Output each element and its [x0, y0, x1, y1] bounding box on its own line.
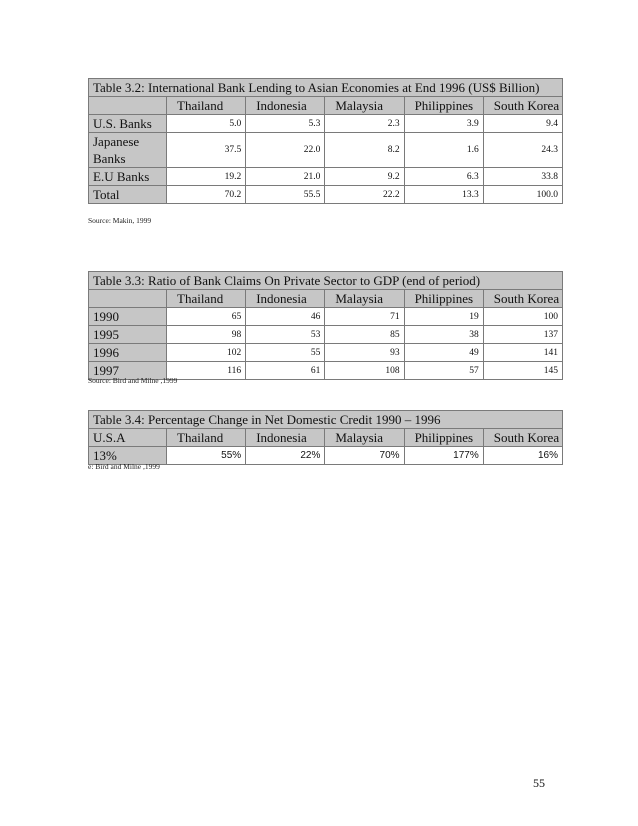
cell-value: 24.3	[483, 133, 562, 168]
row-label: U.S. Banks	[89, 115, 167, 133]
cell-value: 3.9	[404, 115, 483, 133]
row-label: 1997	[89, 362, 167, 380]
cell-value: 116	[167, 362, 246, 380]
row-label-line-1: Japanese	[93, 134, 140, 149]
col-header-thailand: Thailand	[167, 97, 246, 115]
table-3-2	[88, 78, 563, 204]
row-label: 1990	[89, 308, 167, 326]
cell-value: 2.3	[325, 115, 404, 133]
table-row	[89, 186, 563, 204]
col-header-thailand: Thailand	[167, 429, 246, 447]
cell-value: 108	[325, 362, 404, 380]
cell-value: 9.4	[483, 115, 562, 133]
table-source: Source: Makin, 1999	[88, 216, 152, 225]
table-row	[89, 344, 563, 362]
col-header-malaysia: Malaysia	[325, 97, 404, 115]
cell-value: 22.2	[325, 186, 404, 204]
table-row	[89, 133, 563, 168]
col-header-south-korea: South Korea	[483, 97, 562, 115]
cell-value: 22%	[246, 447, 325, 465]
col-header-indonesia: Indonesia	[246, 290, 325, 308]
page-number: 55	[533, 776, 545, 790]
cell-value: 13.3	[404, 186, 483, 204]
row-label: 1995	[89, 326, 167, 344]
table-source: Source: Bird and Milne ,1999	[88, 376, 178, 385]
cell-value: 70.2	[167, 186, 246, 204]
row-label: E.U Banks	[89, 168, 167, 186]
cell-value: 145	[483, 362, 562, 380]
cell-value: 71	[325, 308, 404, 326]
usa-value: 13%	[89, 447, 167, 465]
table-title: Table 3.4: Percentage Change in Net Domestic Credit 1990 – 1996	[89, 411, 563, 429]
table-title: Table 3.2: International Bank Lending to Asian Economies at End 1996 (US$ Billion)	[89, 79, 563, 97]
cell-value: 177%	[404, 447, 483, 465]
col-header-malaysia: Malaysia	[325, 290, 404, 308]
cell-value: 49	[404, 344, 483, 362]
table-3-3	[88, 271, 563, 380]
col-header-south-korea: South Korea	[483, 290, 562, 308]
col-header-indonesia: Indonesia	[246, 97, 325, 115]
col-header-philippines: Philippines	[404, 97, 483, 115]
cell-value: 70%	[325, 447, 404, 465]
cell-value: 19.2	[167, 168, 246, 186]
table-3-4	[88, 410, 563, 465]
cell-value: 46	[246, 308, 325, 326]
table-row	[89, 326, 563, 344]
col-header-usa: U.S.A	[89, 429, 167, 447]
cell-value: 9.2	[325, 168, 404, 186]
col-header-malaysia: Malaysia	[325, 429, 404, 447]
table-title: Table 3.3: Ratio of Bank Claims On Private Sector to GDP (end of period)	[89, 272, 563, 290]
table-row	[89, 115, 563, 133]
cell-value: 100	[483, 308, 562, 326]
cell-value: 85	[325, 326, 404, 344]
cell-value: 16%	[483, 447, 562, 465]
cell-value: 19	[404, 308, 483, 326]
cell-value: 137	[483, 326, 562, 344]
cell-value: 6.3	[404, 168, 483, 186]
cell-value: 37.5	[167, 133, 246, 168]
table-row	[89, 168, 563, 186]
row-label: 1996	[89, 344, 167, 362]
cell-value: 33.8	[483, 168, 562, 186]
cell-value: 93	[325, 344, 404, 362]
row-label	[89, 133, 167, 168]
col-header-south-korea: South Korea	[483, 429, 562, 447]
cell-value: 102	[167, 344, 246, 362]
cell-value: 1.6	[404, 133, 483, 168]
cell-value: 98	[167, 326, 246, 344]
table-source: e: Bird and Milne ,1999	[88, 462, 160, 471]
col-header-thailand: Thailand	[167, 290, 246, 308]
cell-value: 55%	[167, 447, 246, 465]
row-label: Total	[89, 186, 167, 204]
cell-value: 5.0	[167, 115, 246, 133]
cell-value: 53	[246, 326, 325, 344]
cell-value: 65	[167, 308, 246, 326]
header-empty	[89, 97, 167, 115]
row-label-line-2: Banks	[93, 151, 126, 166]
col-header-indonesia: Indonesia	[246, 429, 325, 447]
cell-value: 21.0	[246, 168, 325, 186]
cell-value: 141	[483, 344, 562, 362]
table-row	[89, 308, 563, 326]
cell-value: 5.3	[246, 115, 325, 133]
cell-value: 100.0	[483, 186, 562, 204]
cell-value: 22.0	[246, 133, 325, 168]
cell-value: 55	[246, 344, 325, 362]
cell-value: 57	[404, 362, 483, 380]
cell-value: 61	[246, 362, 325, 380]
header-empty	[89, 290, 167, 308]
cell-value: 38	[404, 326, 483, 344]
cell-value: 55.5	[246, 186, 325, 204]
col-header-philippines: Philippines	[404, 429, 483, 447]
col-header-philippines: Philippines	[404, 290, 483, 308]
cell-value: 8.2	[325, 133, 404, 168]
